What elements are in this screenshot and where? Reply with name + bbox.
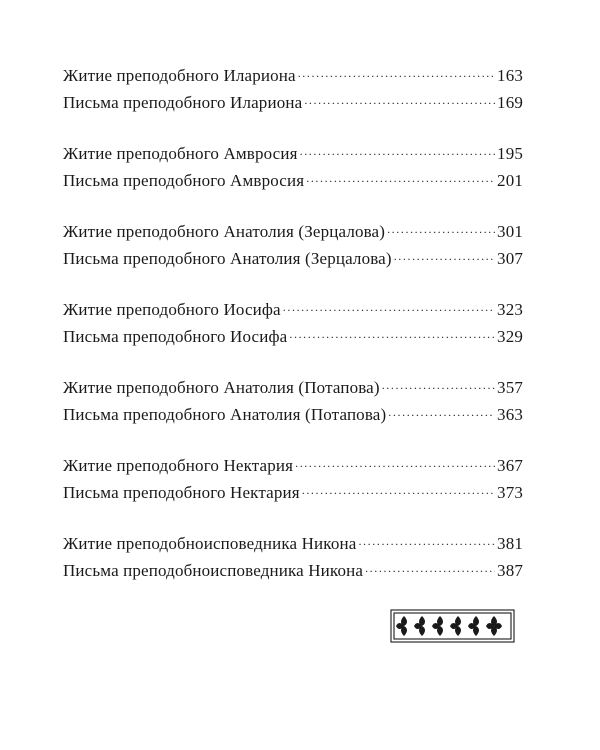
toc-entry-page: 373	[497, 483, 523, 502]
toc-entry-page: 329	[497, 327, 523, 346]
toc-leader-dots	[295, 457, 495, 471]
toc-leader-dots	[306, 172, 495, 186]
toc-group-anatoliy-potapov	[63, 378, 523, 432]
toc-entry[interactable]	[63, 405, 523, 432]
toc-entry[interactable]	[63, 534, 523, 561]
toc-entry-title: Житие преподобного Нектария	[63, 456, 294, 475]
toc-entry-page: 387	[497, 561, 523, 580]
toc-entry-title: Житие преподобного Иосифа	[63, 300, 281, 319]
toc-entry[interactable]	[63, 93, 523, 120]
toc-entry[interactable]	[63, 66, 523, 93]
decorative-ornament-icon	[390, 609, 515, 643]
toc-entry-page: 201	[497, 171, 523, 190]
toc-entry[interactable]	[63, 561, 523, 588]
toc-leader-dots	[300, 145, 495, 159]
toc-entry-title: Житие преподобного Анатолия (Потапова)	[63, 378, 380, 397]
toc-entry[interactable]	[63, 327, 523, 354]
toc-entry-page: 307	[497, 249, 523, 268]
toc-entry[interactable]	[63, 300, 523, 327]
toc-group-ilarion	[63, 66, 523, 120]
toc-entry-title: Письма преподобного Анатолия (Зерцалова)	[63, 249, 392, 268]
toc-leader-dots	[382, 379, 495, 393]
toc-entry-title: Письма преподобного Амвросия	[63, 171, 305, 190]
toc-entry-page: 357	[497, 378, 523, 397]
table-of-contents	[63, 66, 523, 612]
toc-entry-page: 301	[497, 222, 523, 241]
toc-entry-page: 195	[497, 144, 523, 163]
toc-entry-title: Письма преподобного Анатолия (Потапова)	[63, 405, 387, 424]
toc-group-iosif	[63, 300, 523, 354]
toc-group-nektariy	[63, 456, 523, 510]
toc-leader-dots	[388, 406, 495, 420]
toc-group-anatoliy-zertsalov	[63, 222, 523, 276]
toc-entry-page: 367	[497, 456, 523, 475]
toc-leader-dots	[289, 328, 495, 342]
toc-entry-title: Житие преподобного Амвросия	[63, 144, 298, 163]
toc-entry-title: Письма преподобного Иосифа	[63, 327, 288, 346]
toc-entry-page: 363	[497, 405, 523, 424]
toc-entry-title: Житие преподобноисповедника Никона	[63, 534, 357, 553]
toc-entry-title: Письма преподобноисповедника Никона	[63, 561, 364, 580]
toc-entry[interactable]	[63, 378, 523, 405]
toc-entry-page: 169	[497, 93, 523, 112]
toc-group-nikon	[63, 534, 523, 588]
toc-leader-dots	[394, 250, 495, 264]
toc-group-amvrosiy	[63, 144, 523, 198]
toc-entry[interactable]	[63, 222, 523, 249]
toc-leader-dots	[298, 67, 495, 81]
toc-leader-dots	[304, 94, 495, 108]
toc-leader-dots	[302, 484, 495, 498]
toc-leader-dots	[283, 301, 495, 315]
toc-entry[interactable]	[63, 171, 523, 198]
toc-entry-page: 163	[497, 66, 523, 85]
toc-entry-title: Письма преподобного Илариона	[63, 93, 303, 112]
toc-entry[interactable]	[63, 483, 523, 510]
toc-entry[interactable]	[63, 249, 523, 276]
toc-entry[interactable]	[63, 144, 523, 171]
toc-entry-page: 323	[497, 300, 523, 319]
toc-entry-title: Житие преподобного Анатолия (Зерцалова)	[63, 222, 386, 241]
toc-entry[interactable]	[63, 456, 523, 483]
toc-entry-title: Письма преподобного Нектария	[63, 483, 300, 502]
toc-entry-page: 381	[497, 534, 523, 553]
toc-leader-dots	[365, 562, 495, 576]
toc-entry-title: Житие преподобного Илариона	[63, 66, 296, 85]
toc-leader-dots	[358, 535, 495, 549]
toc-leader-dots	[387, 223, 495, 237]
